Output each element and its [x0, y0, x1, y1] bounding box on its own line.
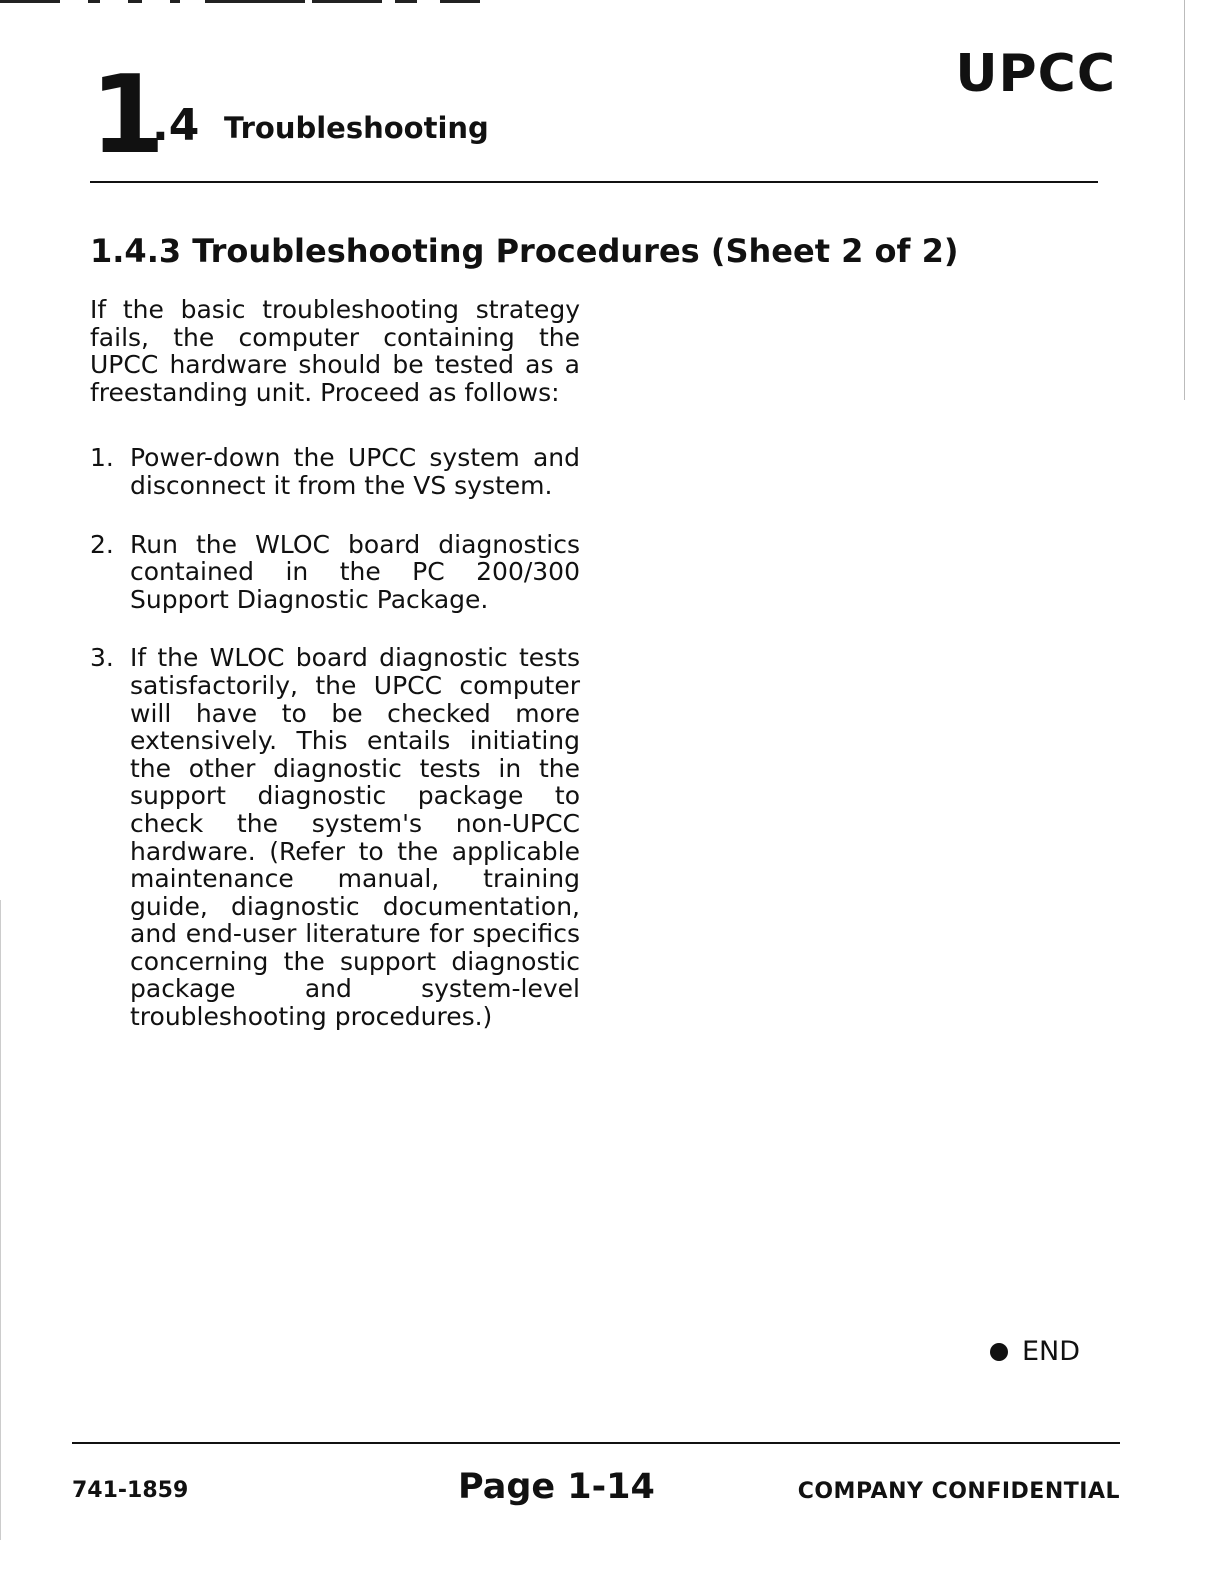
end-label: END [1022, 1336, 1081, 1367]
document-number: 741-1859 [72, 1478, 189, 1503]
intro-paragraph: If the basic troubleshooting strategy fails, the computer containing the UPCC hardware should be tested as a freestanding unit. Proceed as follows: [90, 295, 580, 407]
step-text: If the WLOC board diagnostic tests satisfactorily, the UPCC computer will have to be checked more extensively. This entails initiating the other diagnostic tests in the support diagnostic package to check the system's non-UPCC hardware. (Refer to the applicable maintenance manual, training guide, diagnostic documentation, and end-user literature for specifics concerning the support diagnostic package and system-level troubleshooting procedures.) [130, 643, 580, 1032]
scan-edge-line-left [0, 900, 1, 1540]
procedure-step [90, 644, 580, 1030]
chapter-section-number: .4 [152, 100, 200, 151]
product-name: UPCC [955, 44, 1116, 104]
step-text: Run the WLOC board diagnostics contained in the PC 200/300 Support Diagnostic Package. [130, 529, 580, 614]
chapter-title: Troubleshooting [224, 111, 489, 145]
scan-artifact-marks [0, 0, 500, 6]
scan-edge-line [1184, 0, 1185, 400]
footer-divider [72, 1442, 1120, 1444]
page-number: Page 1-14 [458, 1467, 655, 1507]
step-number: 3. [90, 643, 114, 673]
section-heading: 1.4.3 Troubleshooting Procedures (Sheet 2 of 2) [90, 232, 959, 270]
step-text: Power-down the UPCC system and disconnect it from the VS system. [130, 443, 580, 500]
procedure-step [90, 444, 580, 499]
procedure-body [90, 296, 580, 1062]
confidentiality-label: COMPANY CONFIDENTIAL [797, 1479, 1120, 1504]
bullet-dot-icon [990, 1343, 1008, 1361]
header-divider [90, 181, 1098, 183]
procedure-step [90, 531, 580, 614]
step-number: 2. [90, 529, 114, 559]
chapter-number: 1 [90, 53, 164, 178]
procedure-steps [90, 444, 580, 1030]
end-marker [990, 1338, 1080, 1365]
step-number: 1. [90, 443, 114, 473]
